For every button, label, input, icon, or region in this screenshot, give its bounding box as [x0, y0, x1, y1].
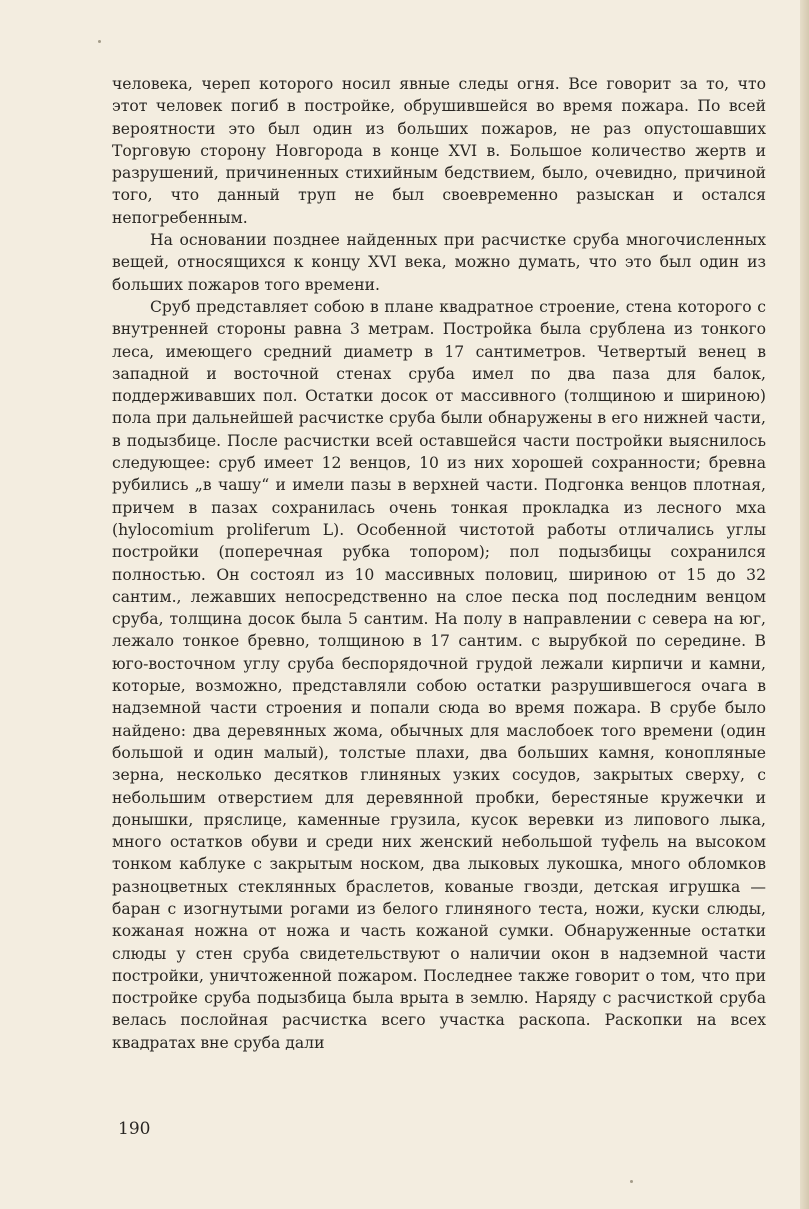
paper-speck — [630, 1180, 633, 1183]
page-number: 190 — [118, 1119, 151, 1139]
paragraph: На основании позднее найденных при расчистке сруба многочисленных вещей, относящихся к концу XVI века, можно думать, что это был один из больших пожаров того времени. — [112, 231, 766, 294]
body-text — [112, 73, 766, 1054]
paragraph: Сруб представляет собою в плане квадратное строение, стена которого с внутренней стороны равна 3 метрам. Постройка была срублена из тонкого леса, имеющего средний диаметр в 17 сантиметров. Четвертый венец в западной и восточной стенах сруба имел по два паза для балок, поддерживавших пол. Остатки досок от массивного (толщиною и шириною) пола при дальнейшей расчистке сруба были обнаружены в его нижней части, в подызбице. После расчистки всей оставшейся части постройки выяснилось следующее: сруб имеет 12 венцов, 10 из них хорошей сохранности; бревна рубились „в чашу“ и имели пазы в верхней части. Подгонка венцов плотная, причем в пазах сохранилась очень тонкая прокладка из лесного мха (hylocomium proliferum L). Особенной чистотой работы отличались углы постройки (поперечная рубка топором); пол подызбицы сохранился полностью. Он состоял из 10 массивных половиц, шириною от 15 до 32 сантим., лежавших непосредственно на слое песка под последним венцом сруба, толщина досок была 5 сантим. На полу в направлении с севера на юг, лежало тонкое бревно, толщиною в 17 сантим. с вырубкой по середине. В юго-восточном углу сруба беспорядочной грудой лежали кирпичи и камни, которые, возможно, представляли собою остатки разрушившегося очага в надземной части строения и попали сюда во время пожара. В срубе было найдено: два деревянных жома, обычных для маслобоек того времени (один большой и один малый), толстые плахи, два больших камня, конопляные зерна, несколько десятков глиняных узких сосудов, закрытых сверху, с небольшим отверстием для деревянной пробки, берестяные кружечки и донышки, пряслице, каменные грузила, кусок веревки из липового лыка, много остатков обуви и среди них женский небольшой туфель на высоком тонком каблуке с закрытым носком, два лыковых лукошка, много обломков разноцветных стеклянных браслетов, кованые гвозди, детская игрушка — баран с изогнутыми рогами из белого глиняного теста, ножи, куски слюды, кожаная ножна от ножа и часть кожаной сумки. Обнаруженные остатки слюды у стен сруба свидетельствуют о наличии окон в надземной части постройки, уничтоженной пожаром. Последнее также говорит о том, что при постройке сруба подызбица была врыта в землю. Наряду с расчисткой сруба велась послойная расчистка всего участка раскопа. Раскопки на всех квадратах вне сруба дали — [112, 297, 766, 1052]
paper-speck — [98, 40, 101, 43]
paragraph-continued: человека, череп которого носил явные следы огня. Все говорит за то, что этот человек погиб в постройке, обрушившейся во время пожара. По всей вероятности это был один из больших пожаров, не раз опустошавших Торговую сторону Новгорода в конце XVI в. Большое количество жертв и разрушений, причиненных стихийным бедствием, было, очевидно, причиной того, что данный труп не был своевременно разыскан и остался непогребенным. — [112, 75, 766, 227]
page-edge — [800, 0, 809, 1209]
